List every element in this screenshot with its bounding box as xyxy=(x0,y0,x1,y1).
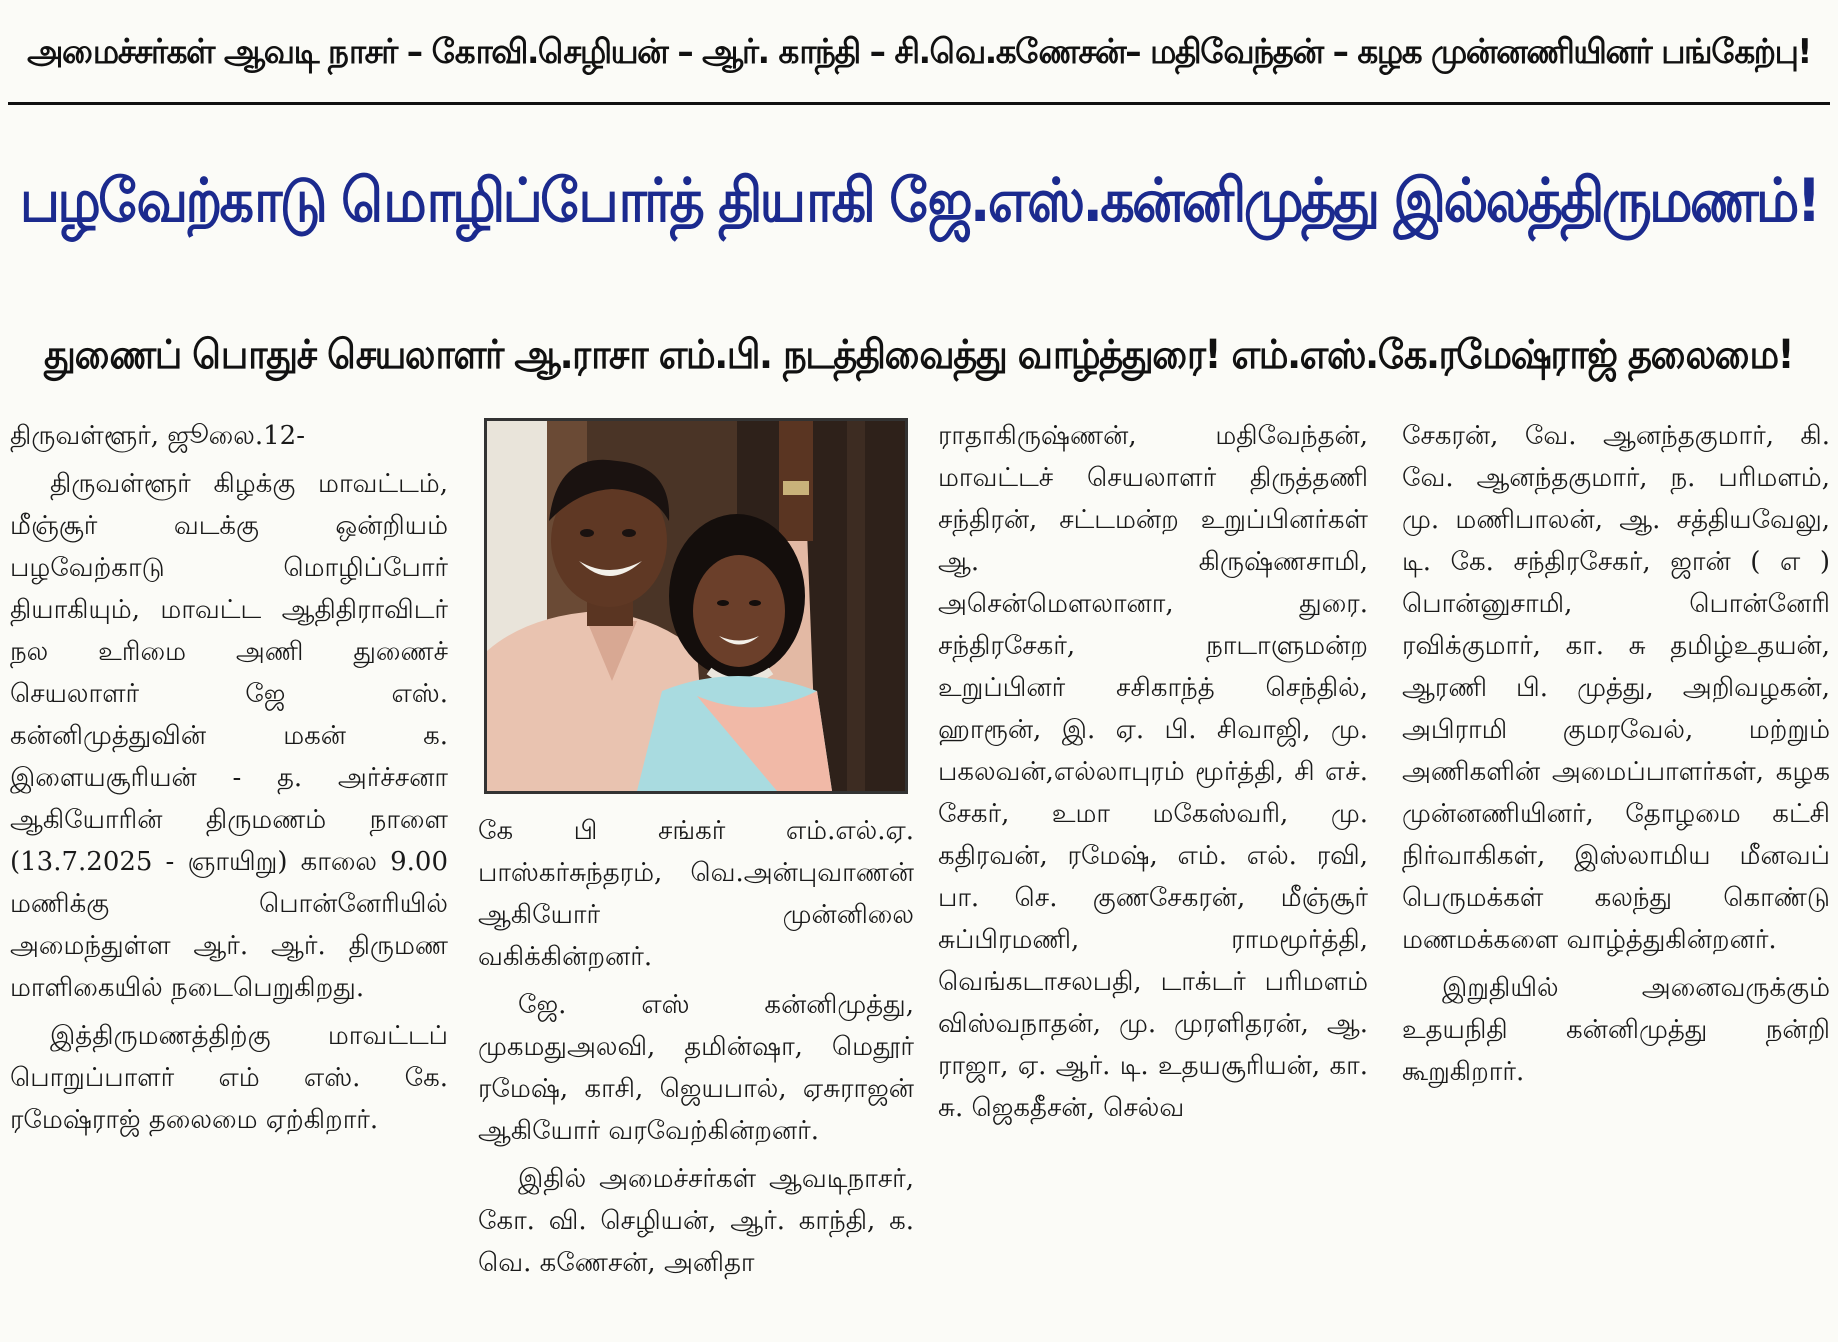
article-column-3 xyxy=(938,415,1368,1335)
article-column-4 xyxy=(1402,415,1830,1335)
headline-block xyxy=(0,110,1838,300)
dateline: திருவள்ளூர், ஜூலை.12- xyxy=(10,421,306,451)
strapline: அமைச்சர்கள் ஆவடி நாசர் – கோவி.செழியன் – ஆர். காந்தி – சி.வெ.கணேசன்– மதிவேந்தன் – கழக முன்னணியினர் பங்கேற்பு! xyxy=(27,32,1811,72)
couple-photo xyxy=(484,418,908,794)
paragraph: இதில் அமைச்சர்கள் ஆவடிநாசர், கோ. வி. செழியன், ஆர். காந்தி, க. வெ. கணேசன், அனிதா xyxy=(478,1164,914,1278)
subheadline: துணைப் பொதுச் செயலாளர் ஆ.ராசா எம்.பி. நடத்திவைத்து வாழ்த்துரை! எம்.எஸ்.கே.ரமேஷ்ராஜ் தலைமை! xyxy=(44,332,1794,378)
paragraph: கே பி சங்கர் எம்.எல்.ஏ. பாஸ்கர்சுந்தரம், வெ.அன்புவாணன் ஆகியோர் முன்னிலை வகிக்கின்றனர். xyxy=(478,816,914,972)
paragraph: சேகரன், வே. ஆனந்தகுமார், கி. வே. ஆனந்தகுமார், ந. பரிமளம், மு. மணிபாலன், ஆ. சத்தியவேலு, டி. கே. சந்திரசேகர், ஜான் ( எ ) பொன்னுசாமி, பொன்னேரி ரவிக்குமார், கா. சு தமிழ்உதயன், ஆரணி பி. முத்து, அறிவழகன், அபிராமி குமரவேல், மற்றும் அணிகளின் அமைப்பாளர்கள், கழக முன்னணியினர், தோழமை கட்சி நிர்வாகிகள், இஸ்லாமிய மீனவப் பெருமக்கள் கலந்து கொண்டு மணமக்களை வாழ்த்துகின்றனர். xyxy=(1402,421,1830,955)
paragraph: இறுதியில் அனைவருக்கும் உதயநிதி கன்னிமுத்து நன்றி கூறுகிறார். xyxy=(1402,973,1830,1087)
subheadline-block xyxy=(0,305,1838,410)
strapline-bar xyxy=(8,6,1830,105)
paragraph: ராதாகிருஷ்ணன், மதிவேந்தன், மாவட்டச் செயலாளர் திருத்தணி சந்திரன், சட்டமன்ற உறுப்பினர்கள் ஆ. கிருஷ்ணசாமி, அசென்மௌலானா, துரை. சந்திரசேகர், நாடாளுமன்ற உறுப்பினர் சசிகாந்த் செந்தில், ஹாரூன், இ. ஏ. பி. சிவாஜி, மு. பகலவன்,எல்லாபுரம் மூர்த்தி, சி எச். சேகர், உமா மகேஸ்வரி, மு. கதிரவன், ரமேஷ், எம். எல். ரவி, பா. செ. குணசேகரன், மீஞ்சூர் சுப்பிரமணி, ராமமூர்த்தி, வெங்கடாசலபதி, டாக்டர் பரிமளம் விஸ்வநாதன், மு. முரளிதரன், ஆ. ராஜா, ஏ. ஆர். டி. உதயசூரியன், கா. சு. ஜெகதீசன், செல்வ xyxy=(938,421,1368,1123)
article-column-2 xyxy=(478,810,914,1335)
paragraph: ஜே. எஸ் கன்னிமுத்து, முகமதுஅலவி, தமின்ஷா, மெதூர் ரமேஷ், காசி, ஜெயபால், ஏசுராஜன் ஆகியோர் வரவேற்கின்றனர். xyxy=(478,990,914,1146)
paragraph: திருவள்ளூர் கிழக்கு மாவட்டம், மீஞ்சூர் வடக்கு ஒன்றியம் பழவேற்காடு மொழிப்போர் தியாகியும், மாவட்ட ஆதிதிராவிடர் நல உரிமை அணி துணைச் செயலாளர் ஜே எஸ். கன்னிமுத்துவின் மகன் க. இளையசூரியன் - த. அர்ச்சனா ஆகியோரின் திருமணம் நாளை (13.7.2025 - ஞாயிறு) காலை 9.00 மணிக்கு பொன்னேரியில் அமைந்துள்ள ஆர். ஆர். திருமண மாளிகையில் நடைபெறுகிறது. xyxy=(10,469,448,1003)
headline: பழவேற்காடு மொழிப்போர்த் தியாகி ஜே.எஸ்.கன்னிமுத்து இல்லத்திருமணம்! xyxy=(19,166,1819,236)
paragraph: இத்திருமணத்திற்கு மாவட்டப் பொறுப்பாளர் எம் எஸ். கே. ரமேஷ்ராஜ் தலைமை ஏற்கிறார். xyxy=(10,1021,448,1135)
article-column-1 xyxy=(10,415,448,1335)
